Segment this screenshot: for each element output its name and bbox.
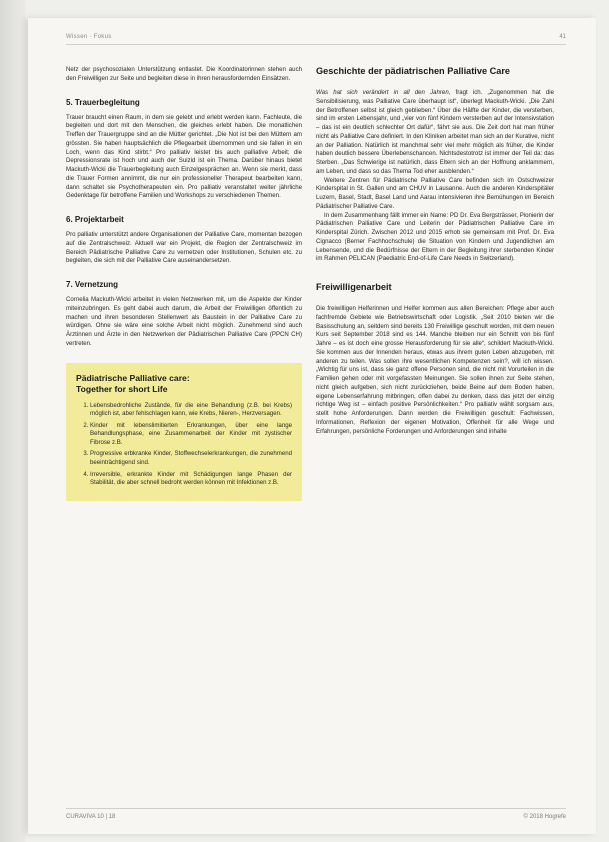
section-7-heading: 7. Vernetzung [66, 280, 119, 289]
info-box-item: 1. Lebensbedrohliche Zustände, für die eine Behandlung (z.B. bei Krebs) möglich ist, aber fehlschlagen kann, wie Krebs, Nieren-, Herzversagen. [90, 402, 292, 419]
section-6-heading: 6. Projektarbeit [66, 215, 124, 224]
header-rule [66, 44, 566, 45]
history-paragraph-1-text: fragt ich. „Zugenommen hat die Sensibilisierung, was Palliative Care überhaupt ist“, überlegt Mackuth-Wicki. „Die Zahl der Betroffenen selbst ist gleich geblieben.“ Über die Hälfte der Kinder, die versterben, sind im ersten Lebensjahr, und „vier von fünf Kindern versterben auf der Intensivstation – das ist ein deutlich schlechter Ort dafür“, fährt sie aus. Die Zeit dort hat man früher nicht als Palliative Care definiert. In den Kliniken arbeitet man sich an der Kurative, nicht an der Palliation. Natürlich ist manchmal sehr viel mehr möglich als früher, die Kinder haben deutlich bessere Überlebenschancen. Nichtsdestotrotz ist immer der Teil da: das Sterben. „Das Schwierige ist natürlich, dass Eltern sich an der Hoffnung anklammern, am Leben, und dass so das Thema Tod eher ausblenden.“ [316, 89, 554, 175]
history-paragraph-1 [316, 89, 554, 177]
page-number: 41 [559, 34, 566, 40]
volunteer-paragraph: Die freiwilligen Helferinnen und Helfer kommen aus allen Bereichen: Pflege aber auch fachfremde Gebiete wie Betriebswirtschaft oder Logistik. „Seit 2010 bieten wir die Basisschulung an, seitdem sind bereits 130 Freiwillige geschult worden, mit dem neuen Kurs seit September 2018 sind es 144. Manche bleiben nur ein Schnitt von bis fünf Jahre – es ist doch eine grosse Herausforderung für sie alle“, schildert Mackuth-Wicki. Sie kommen aus der Innenden heraus, etwas aus ihrem guten Leben abzugeben, mit anderen zu teilen. Was sollen ihre wesentlichen Kompetenzen sein?, will ich wissen. „Wichtig für uns ist, dass sie ganz offene Personen sind, die nicht mit Vorurteilen in die Familien gehen oder mit vorgefassten Meinungen. Sie sollen ihnen zur Seite stehen, nicht gleich aufgeben, sich nicht zurückziehen, beide Beine auf dem Boden haben, eigene Lebenserfahrung mitbringen, offen dabei zu denken, dass das jetzt der einzig richtige Weg ist – einfach positive Persönlichkeiten.“ Pro palliativ wählt sorgsam aus, stellt hohe Anforderungen. Dann werden die Freiwilligen geschult: Fachwissen, Informationen, Reflexion der eigenen Motivation, Offenheit für alle Wege und Erfahrungen, persönliche Forderungen und Anforderungen sind inhalte [316, 305, 554, 435]
right-column [316, 66, 554, 436]
footer-rule [66, 808, 566, 809]
info-box-list [76, 402, 292, 488]
section-7-text: Cornelia Mackuth-Wicki arbeitet in vielen Netzwerken mit, um die Aspekte der Kinder miteinzubringen. Es geht dabei auch darum, die Arbeit der Freiwilligen öffentlich zu machen und ihren besonderen Stellenwert als Baustein in der Palliative Care zu würdigen. Ohne sie wäre eine solche Arbeit nicht möglich. Zunehmend sind auch Ärztinnen und Ärzte in den Netzwerken der Pädiatrischen Palliative Care (PPCN CH) vertreten. [66, 296, 302, 347]
info-box-item: 4. Irreversible, erkrankte Kinder mit Schädigungen lange Phasen der Stabilität, die aber schnell bedroht werden können mit Infektionen z.B. [90, 471, 292, 488]
page-gutter-shadow [0, 0, 26, 842]
volunteer-heading: Freiwilligenarbeit [316, 282, 392, 292]
section-5-heading: 5. Trauerbegleitung [66, 97, 140, 107]
left-column [66, 66, 302, 501]
info-box-item: 2. Kinder mit lebenslimitierten Erkrankungen, über eine lange Behandlungsphase, eine Zusammenarbeit der Kinder mit zystischer Fibrose z.B. [90, 422, 292, 448]
info-box-subtitle: Together for short Life [76, 383, 168, 394]
history-paragraph-3: In dem Zusammenhang fällt immer ein Name: PD Dr. Eva Bergsträsser, Pionierin der Pädiatrischen Palliative Care und Leiterin der Pädiatrischen Palliative Care im Kinderspital Zürich. Zwischen 2012 und 2015 erhob sie gemeinsam mit Prof. Dr. Eva Cignacco (Berner Fachhochschule) die Situation von Kindern und Jugendlichen am Lebensende, und die Bedürfnisse der Eltern in der Begleitung ihrer sterbenden Kinder im Rahmen PELICAN (Paediatric End-of-Life Care Needs in Switzerland). [316, 211, 554, 263]
section-6-text: Pro palliativ unterstützt andere Organisationen der Palliative Care, momentan bezogen auf die Zentralschweiz. Aktuell war ein Projekt, die Region der Zentralschweiz im Bereich Pädiatrische Palliative Care zu vernetzen oder Institutionen, Schulen etc. zu begleiten, die sich mit der Palliative Care auseinandersetzen. [66, 231, 302, 265]
footer-left: CURAVIVA 10 | 18 [66, 814, 116, 820]
section-spacer [316, 264, 554, 282]
intro-paragraph: Netz der psychosozialen Unterstützung entlastet. Die Koordinatorinnen stehen auch den Freiwilligen zur Seite und begleiten diese in ihren herausfordernden Einsätzen. [66, 66, 302, 82]
running-head-left: Wissen · Fokus [66, 34, 112, 40]
history-heading: Geschichte der pädiatrischen Palliative Care [316, 66, 511, 76]
history-lead: Was hat sich verändert in all den Jahren, [316, 89, 451, 96]
info-box-title: Pädiatrische Palliative care: [76, 372, 190, 383]
info-box [66, 363, 302, 501]
history-paragraph-2: Weitere Zentren für Pädiatrische Palliative Care befinden sich im Ostschweizer Kinderspital in St. Gallen und am CHUV in Lausanne. Auch die anderen Kinderspitäler Luzern, Basel, Stadt, Basel Land und Aarau intensivieren ihre Bemühungen im Bereich Pädiatrischer Palliative Care. [316, 176, 554, 210]
footer-right: © 2018 Hogrefe [523, 814, 566, 820]
info-box-item: 3. Progressive erbkranke Kinder, Stoffwechselerkrankungen, die zunehmend beeinträchtigend sind. [90, 450, 292, 467]
section-5-text: Trauer braucht einen Raum, in dem sie gelebt und erlebt werden kann. Fachleute, die begleiten und dort mit den Menschen, die gleiches erlebt haben. Die monatlichen Treffen der Trauergruppe sind an die Mütter gerichtet. „Die Not ist bei den Müttern am grössten. Sie haben hauptsächlich die Pflegearbeit übernommen und sie fallen in ein Loch, wenn das Kind stirbt.“ Pro palliativ leistet bis auch palliative Arbeit; die Depressionsrate ist hoch und auch der Suizid ist ein Thema. Darüber hinaus bietet Mackuth-Wicki die Trauerbegleitung auch Einzelgesprächen an. Wenn sie merkt, dass die Trauer Formen annimmt, die nur ein professioneller Therapeut bearbeiten kann, dann schaltet sie Psychotherapeuten ein. Pro palliativ veranstaltet weiter jährliche Gedenktage für betroffene Familien und Workshops zu verschiedenen Themen. [66, 113, 302, 200]
